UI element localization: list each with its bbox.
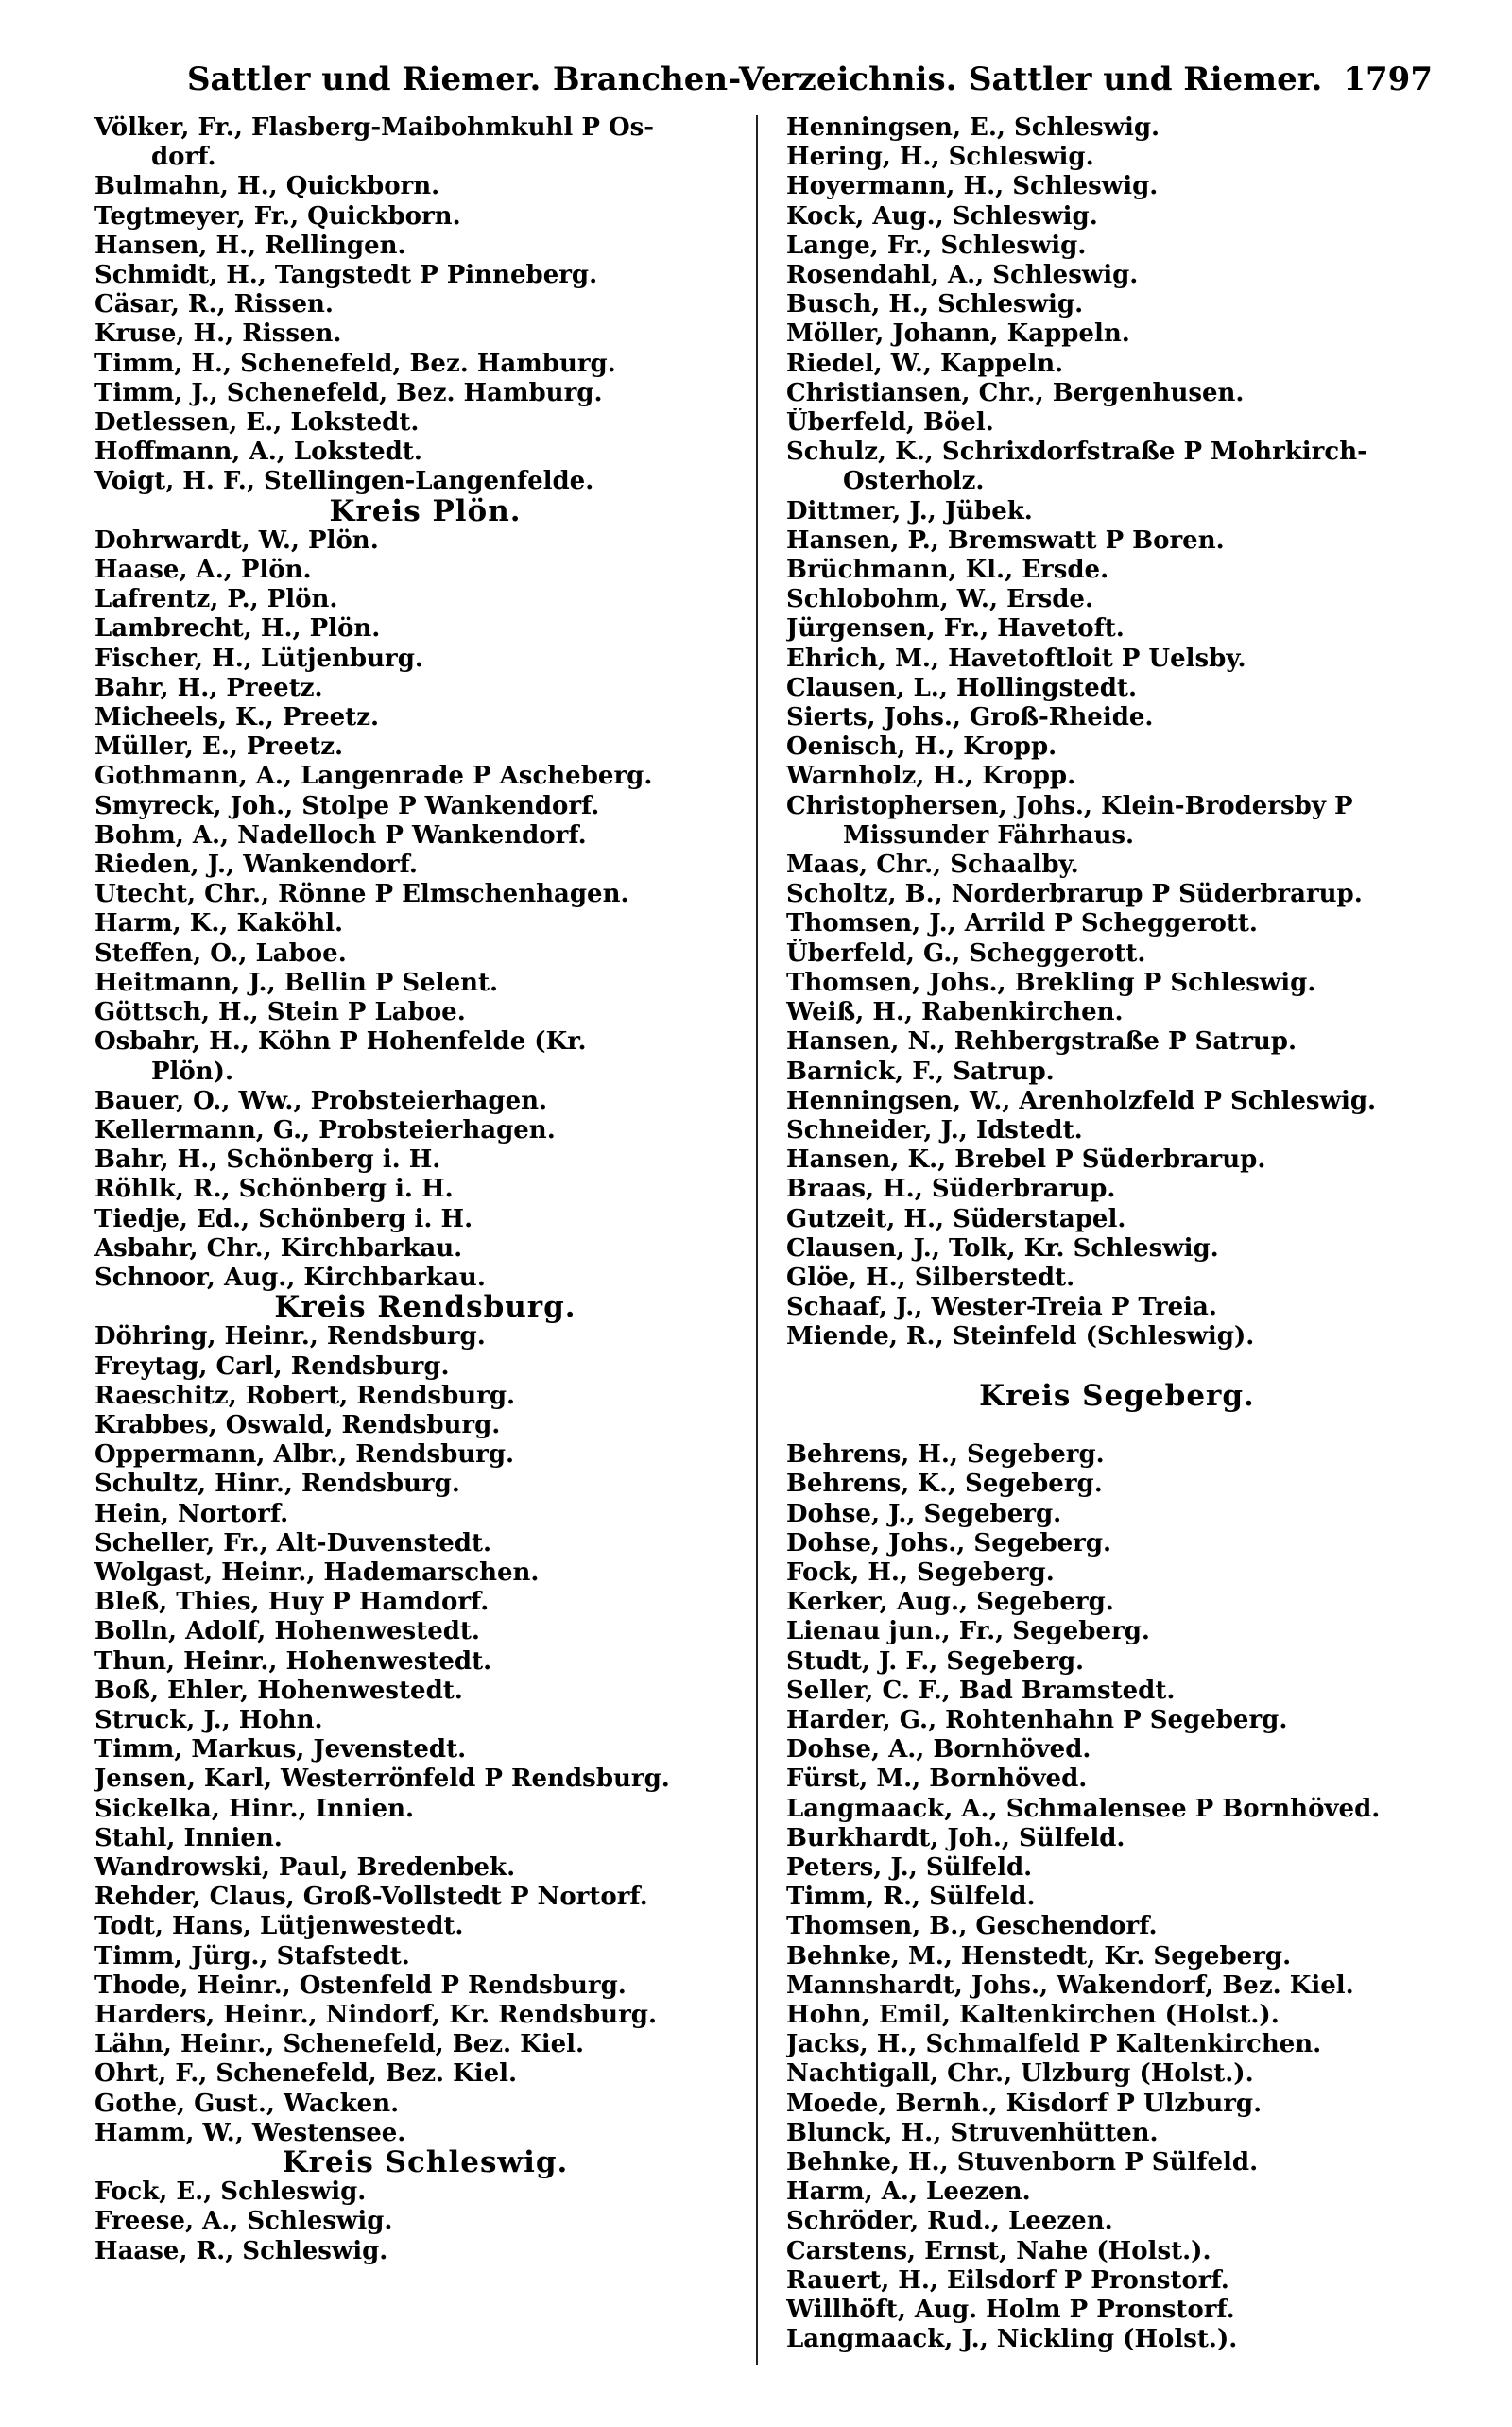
- directory-entry: Bahr, H., Preetz.: [94, 673, 323, 702]
- directory-entry: Raeschitz, Robert, Rendsburg.: [94, 1381, 516, 1410]
- directory-entry: Peters, J., Sülfeld.: [786, 1852, 1033, 1882]
- section-heading: Kreis Segeberg.: [979, 1378, 1255, 1413]
- directory-entry: Dohrwardt, W., Plön.: [94, 525, 379, 555]
- directory-entry: Schmidt, H., Tangstedt P Pinneberg.: [94, 261, 598, 290]
- directory-entry-continuation: Missunder Fährhaus.: [843, 820, 1135, 850]
- directory-entry: Mannshardt, Johs., Wakendorf, Bez. Kiel.: [786, 1971, 1354, 2000]
- directory-entry: Oenisch, H., Kropp.: [786, 732, 1057, 762]
- directory-entry: Behrens, K., Segeberg.: [786, 1470, 1103, 1499]
- directory-entry: Überfeld, Böel.: [786, 408, 994, 438]
- directory-entry: Todt, Hans, Lütjenwestedt.: [94, 1912, 464, 1941]
- directory-entry: Lambrecht, H., Plön.: [94, 614, 381, 644]
- directory-entry-continuation: Plön).: [151, 1057, 234, 1086]
- directory-entry: Kock, Aug., Schleswig.: [786, 201, 1098, 231]
- directory-entry: Hamm, W., Westensee.: [94, 2118, 406, 2147]
- directory-entry: Maas, Chr., Schaalby.: [786, 851, 1079, 880]
- directory-entry: Tegtmeyer, Fr., Quickborn.: [94, 201, 461, 231]
- directory-entry: Gothe, Gust., Wacken.: [94, 2089, 400, 2118]
- directory-entry: Ohrt, F., Schenefeld, Bez. Kiel.: [94, 2059, 518, 2089]
- directory-entry: Behnke, M., Henstedt, Kr. Segeberg.: [786, 1941, 1292, 1971]
- directory-entry: Timm, Markus, Jevenstedt.: [94, 1735, 467, 1764]
- directory-entry: Voigt, H. F., Stellingen-Langenfelde.: [94, 467, 594, 496]
- directory-entry: Burkhardt, Joh., Sülfeld.: [786, 1823, 1125, 1852]
- directory-entry: Kerker, Aug., Segeberg.: [786, 1588, 1114, 1617]
- directory-entry: Wolgast, Heinr., Hademarschen.: [94, 1558, 540, 1587]
- directory-entry: Bauer, O., Ww., Probsteierhagen.: [94, 1086, 548, 1115]
- header-center: Branchen-Verzeichnis.: [552, 60, 957, 98]
- directory-entry: Kellermann, G., Probsteierhagen.: [94, 1115, 556, 1145]
- directory-entry: Krabbes, Oswald, Rendsburg.: [94, 1410, 501, 1439]
- directory-entry: Gutzeit, H., Süderstapel.: [786, 1204, 1126, 1233]
- directory-entry: Rieden, J., Wankendorf.: [94, 851, 418, 880]
- directory-entry: Micheels, K., Preetz.: [94, 703, 380, 732]
- header-left: Sattler und Riemer.: [187, 60, 541, 98]
- directory-entry-continuation: Osterholz.: [843, 467, 985, 496]
- directory-entry: Hein, Nortorf.: [94, 1499, 289, 1528]
- directory-entry: Völker, Fr., Flasberg-Maibohmkuhl P Os-: [94, 113, 655, 142]
- directory-entry: Thun, Heinr., Hohenwestedt.: [94, 1646, 492, 1676]
- directory-entry: Göttsch, H., Stein P Laboe.: [94, 998, 466, 1027]
- directory-entry: Müller, E., Preetz.: [94, 732, 344, 762]
- directory-entry: Freese, A., Schleswig.: [94, 2207, 393, 2236]
- directory-entry: Dohse, A., Bornhöved.: [786, 1735, 1091, 1764]
- directory-entry: Überfeld, G., Scheggerott.: [786, 938, 1146, 968]
- directory-entry: Boß, Ehler, Hohenwestedt.: [94, 1676, 463, 1705]
- directory-entry: Weiß, H., Rabenkirchen.: [786, 998, 1124, 1027]
- directory-entry: Busch, H., Schleswig.: [786, 290, 1084, 319]
- directory-entry: Thode, Heinr., Ostenfeld P Rendsburg.: [94, 1971, 627, 2000]
- directory-entry: Christiansen, Chr., Bergenhusen.: [786, 378, 1245, 407]
- directory-entry: Fischer, H., Lütjenburg.: [94, 644, 423, 673]
- directory-entry: Moede, Bernh., Kisdorf P Ulzburg.: [786, 2089, 1263, 2118]
- spacer: [786, 1411, 1448, 1440]
- directory-entry: Haase, R., Schleswig.: [94, 2236, 388, 2265]
- directory-entry: Lafrentz, P., Plön.: [94, 585, 338, 614]
- directory-entry: Schlobohm, W., Ersde.: [786, 585, 1093, 614]
- section-heading: Kreis Rendsburg.: [274, 1290, 576, 1325]
- directory-entry: Scheller, Fr., Alt-Duvenstedt.: [94, 1528, 492, 1558]
- directory-entry: Möller, Johann, Kappeln.: [786, 319, 1130, 349]
- directory-entry: Langmaack, A., Schmalensee P Bornhöved.: [786, 1794, 1381, 1823]
- header-right-group: [969, 60, 1433, 98]
- directory-entry-continuation: dorf.: [151, 143, 216, 172]
- directory-entry: Bahr, H., Schönberg i. H.: [94, 1145, 441, 1175]
- directory-entry: Behrens, H., Segeberg.: [786, 1440, 1105, 1470]
- directory-entry: Osbahr, H., Köhn P Hohenfelde (Kr.: [94, 1027, 587, 1057]
- directory-entry: Sierts, Johs., Groß-Rheide.: [786, 703, 1154, 732]
- directory-entry: Glöe, H., Silberstedt.: [786, 1263, 1075, 1292]
- directory-entry: Ehrich, M., Havetoftloit P Uelsby.: [786, 644, 1246, 673]
- directory-entry: Bleß, Thies, Huy P Hamdorf.: [94, 1588, 490, 1617]
- directory-entry: Utecht, Chr., Rönne P Elmschenhagen.: [94, 880, 629, 909]
- directory-entry: Seller, C. F., Bad Bramstedt.: [786, 1676, 1176, 1705]
- directory-entry: Hansen, N., Rehbergstraße P Satrup.: [786, 1027, 1297, 1057]
- directory-entry: Dohse, Johs., Segeberg.: [786, 1528, 1112, 1558]
- directory-entry: Timm, H., Schenefeld, Bez. Hamburg.: [94, 349, 616, 378]
- directory-entry: Hoyermann, H., Schleswig.: [786, 172, 1159, 201]
- directory-entry: Schneider, J., Idstedt.: [786, 1115, 1083, 1145]
- directory-entry: Thomsen, Johs., Brekling P Schleswig.: [786, 968, 1316, 997]
- directory-entry: Rehder, Claus, Groß-Vollstedt P Nortorf.: [94, 1883, 648, 1912]
- directory-entry: Dohse, J., Segeberg.: [786, 1499, 1062, 1528]
- directory-entry: Jacks, H., Schmalfeld P Kaltenkirchen.: [786, 2030, 1322, 2059]
- directory-entry: Nachtigall, Chr., Ulzburg (Holst.).: [786, 2059, 1254, 2089]
- directory-entry: Wandrowski, Paul, Bredenbek.: [94, 1852, 516, 1882]
- directory-entry: Thomsen, J., Arrild P Scheggerott.: [786, 909, 1258, 938]
- spacer: [786, 1352, 1448, 1382]
- directory-entry: Heitmann, J., Bellin P Selent.: [94, 968, 499, 997]
- directory-entry: Henningsen, W., Arenholzfeld P Schleswig.: [786, 1086, 1377, 1115]
- directory-entry: Timm, J., Schenefeld, Bez. Hamburg.: [94, 378, 603, 407]
- directory-entry: Schulz, K., Schrixdorfstraße P Mohrkirch-: [786, 438, 1367, 467]
- directory-entry: Barnick, F., Satrup.: [786, 1057, 1055, 1086]
- page-number: 1797: [1343, 60, 1433, 98]
- directory-entry: Lähn, Heinr., Schenefeld, Bez. Kiel.: [94, 2030, 585, 2059]
- left-column: [94, 113, 756, 2266]
- directory-entry: Kruse, H., Rissen.: [94, 319, 342, 349]
- directory-entry: Lienau jun., Fr., Segeberg.: [786, 1617, 1150, 1646]
- directory-entry: Jensen, Karl, Westerrönfeld P Rendsburg.: [94, 1764, 670, 1794]
- directory-entry: Studt, J. F., Segeberg.: [786, 1646, 1085, 1676]
- right-column: [786, 113, 1448, 2354]
- running-header: [187, 49, 1433, 98]
- directory-entry: Döhring, Heinr., Rendsburg.: [94, 1322, 486, 1351]
- directory-entry: Hohn, Emil, Kaltenkirchen (Holst.).: [786, 2000, 1280, 2029]
- directory-entry: Bolln, Adolf, Hohenwestedt.: [94, 1617, 480, 1646]
- directory-entry: Sickelka, Hinr., Innien.: [94, 1794, 415, 1823]
- directory-entry: Harm, K., Kaköhl.: [94, 909, 344, 938]
- directory-entry: Rauert, H., Eilsdorf P Pronstorf.: [786, 2265, 1229, 2295]
- directory-entry: Schnoor, Aug., Kirchbarkau.: [94, 1263, 486, 1292]
- directory-entry: Thomsen, B., Geschendorf.: [786, 1912, 1158, 1941]
- directory-entry: Schaaf, J., Wester-Treia P Treia.: [786, 1293, 1217, 1322]
- directory-entry: Henningsen, E., Schleswig.: [786, 113, 1160, 142]
- directory-entry: Willhöft, Aug. Holm P Pronstorf.: [786, 2296, 1235, 2324]
- directory-entry: Rosendahl, A., Schleswig.: [786, 261, 1139, 290]
- directory-entry: Fock, E., Schleswig.: [94, 2177, 367, 2207]
- directory-entry: Langmaack, J., Nickling (Holst.).: [786, 2325, 1238, 2354]
- directory-entry: Behnke, H., Stuvenborn P Sülfeld.: [786, 2147, 1259, 2177]
- directory-entry: Freytag, Carl, Rendsburg.: [94, 1351, 450, 1381]
- directory-entry: Jürgensen, Fr., Havetoft.: [786, 614, 1125, 644]
- directory-entry: Scholtz, B., Norderbrarup P Süderbrarup.: [786, 880, 1363, 909]
- directory-entry: Stahl, Innien.: [94, 1823, 283, 1852]
- directory-entry: Hansen, P., Bremswatt P Boren.: [786, 525, 1225, 555]
- directory-entry: Carstens, Ernst, Nahe (Holst.).: [786, 2236, 1211, 2265]
- directory-entry: Riedel, W., Kappeln.: [786, 349, 1064, 378]
- directory-entry: Fock, H., Segeberg.: [786, 1558, 1055, 1587]
- directory-entry: Timm, Jürg., Stafstedt.: [94, 1941, 410, 1971]
- directory-entry: Bulmahn, H., Quickborn.: [94, 172, 440, 201]
- directory-entry: Bohm, A., Nadelloch P Wankendorf.: [94, 820, 587, 850]
- directory-entry: Timm, R., Sülfeld.: [786, 1883, 1036, 1912]
- directory-entry: Hoffmann, A., Lokstedt.: [94, 438, 422, 467]
- directory-entry: Brüchmann, Kl., Ersde.: [786, 556, 1109, 585]
- directory-entry: Oppermann, Albr., Rendsburg.: [94, 1440, 515, 1470]
- directory-entry: Smyreck, Joh., Stolpe P Wankendorf.: [94, 791, 600, 820]
- directory-entry: Warnholz, H., Kropp.: [786, 762, 1076, 791]
- directory-entry: Miende, R., Steinfeld (Schleswig).: [786, 1322, 1255, 1351]
- directory-entry: Haase, A., Plön.: [94, 556, 312, 585]
- directory-entry: Asbahr, Chr., Kirchbarkau.: [94, 1233, 463, 1263]
- directory-entry: Hansen, K., Brebel P Süderbrarup.: [786, 1145, 1266, 1175]
- directory-entry: Braas, H., Süderbrarup.: [786, 1175, 1116, 1204]
- directory-entry: Hansen, H., Rellingen.: [94, 231, 406, 260]
- section-heading: Kreis Plön.: [329, 493, 522, 528]
- directory-entry: Cäsar, R., Rissen.: [94, 290, 334, 319]
- column-divider: [756, 115, 758, 2365]
- directory-entry: Harders, Heinr., Nindorf, Kr. Rendsburg.: [94, 2001, 658, 2029]
- directory-entry: Schultz, Hinr., Rendsburg.: [94, 1470, 460, 1499]
- directory-entry: Fürst, M., Bornhöved.: [786, 1764, 1088, 1794]
- directory-entry: Blunck, H., Struvenhütten.: [786, 2118, 1159, 2147]
- directory-entry: Struck, J., Hohn.: [94, 1705, 323, 1734]
- directory-entry: Harm, A., Leezen.: [786, 2177, 1031, 2207]
- directory-entry: Christophersen, Johs., Klein-Brodersby P: [786, 791, 1353, 820]
- directory-entry: Schröder, Rud., Leezen.: [786, 2207, 1113, 2236]
- directory-entry: Harder, G., Rohtenhahn P Segeberg.: [786, 1705, 1288, 1734]
- directory-entry: Steffen, O., Laboe.: [94, 938, 347, 968]
- directory-entry: Clausen, L., Hollingstedt.: [786, 673, 1137, 702]
- directory-entry: Hering, H., Schleswig.: [786, 143, 1094, 172]
- directory-entry: Dittmer, J., Jübek.: [786, 496, 1033, 525]
- directory-entry: Tiedje, Ed., Schönberg i. H.: [94, 1204, 473, 1233]
- header-right: Sattler und Riemer.: [968, 60, 1323, 98]
- directory-entry: Clausen, J., Tolk, Kr. Schleswig.: [786, 1233, 1219, 1263]
- directory-entry: Gothmann, A., Langenrade P Ascheberg.: [94, 762, 653, 791]
- directory-entry: Detlessen, E., Lokstedt.: [94, 408, 420, 438]
- section-heading: Kreis Schleswig.: [282, 2145, 569, 2180]
- directory-entry: Röhlk, R., Schönberg i. H.: [94, 1175, 454, 1204]
- directory-entry: Lange, Fr., Schleswig.: [786, 231, 1087, 260]
